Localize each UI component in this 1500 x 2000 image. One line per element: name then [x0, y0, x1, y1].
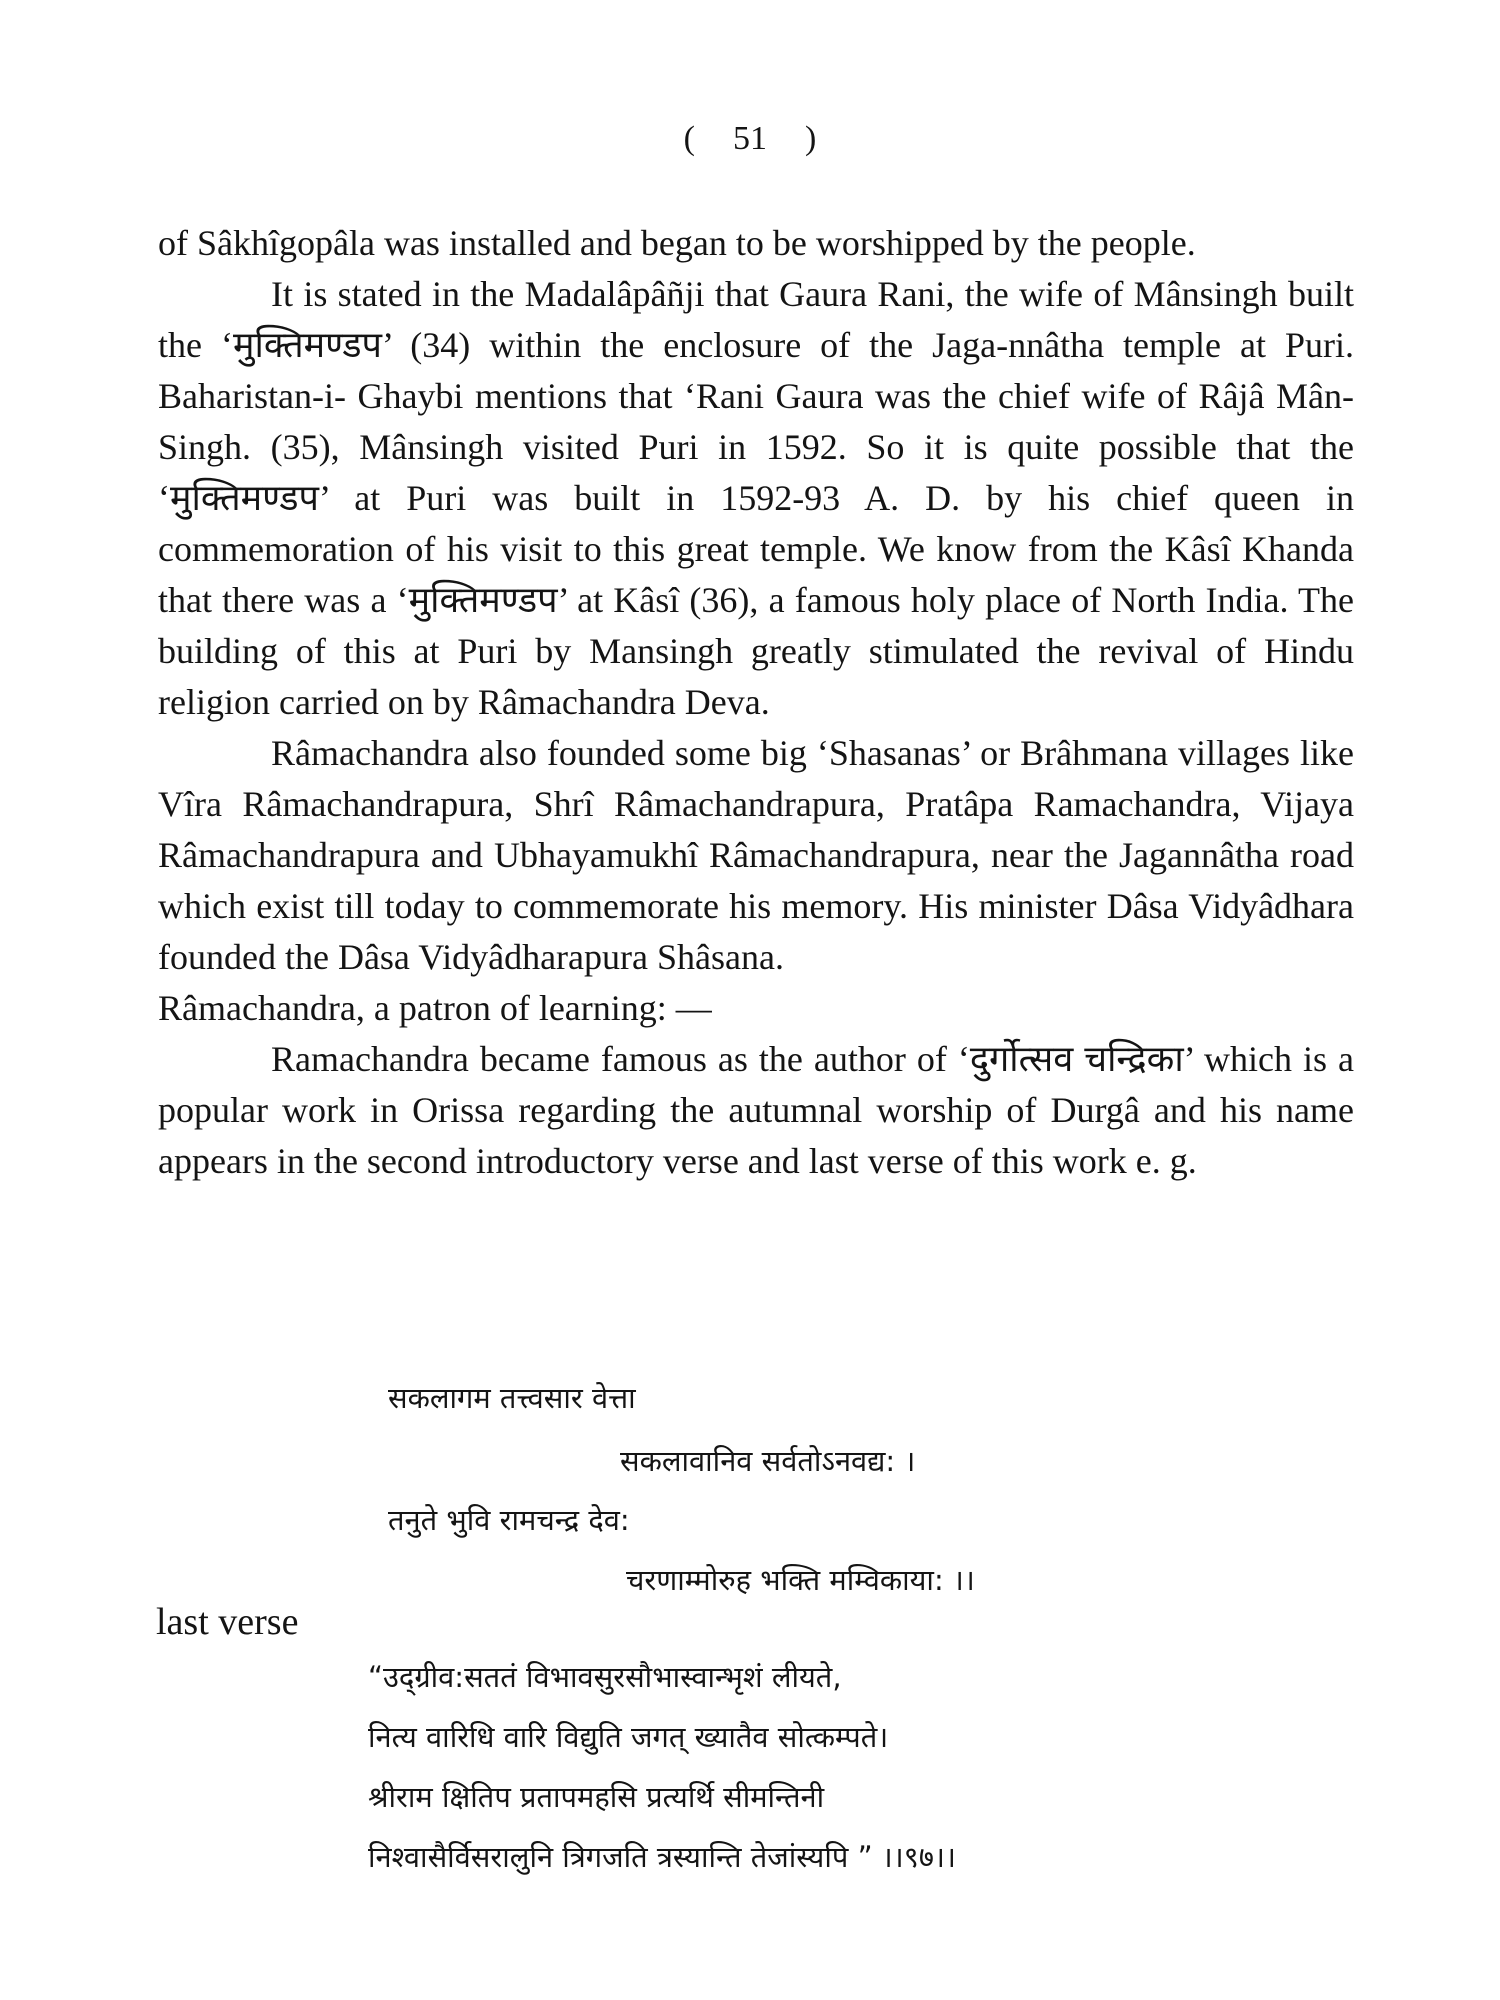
paren-close: ) [805, 120, 817, 157]
paren-open: ( [683, 120, 695, 157]
page-number: 51 [733, 120, 767, 157]
verse2-line1: “उद्ग्रीव:सततं विभावसुरसौभास्वान्भृशं लीयते, [368, 1660, 842, 1694]
paragraph-durgotsava: Ramachandra became famous as the author of ‘दुर्गोत्सव चन्द्रिका’ which is a popular work in Orissa regarding the autumnal worship of Durgâ and his name appears in the second introductory verse and last verse of this work e. g. [158, 1039, 1354, 1181]
verse1-line4: चरणाम्मोरुह भक्ति मम्विकाया: ।। [626, 1563, 975, 1597]
paragraph-muktimandapa: It is stated in the Madalâpâñji that Gaura Rani, the wife of Mânsingh built the ‘मुक्तिमण्डप’ (34) within the enclosure of the Jaga-nnâtha temple at Puri. Baharistan-i- Ghaybi mentions that ‘Rani Gaura was the chief wife of Râjâ Mân-Singh. (35), Mânsingh visited Puri in 1592. So it is quite possible that the ‘मुक्तिमण्डप’ at Puri was built in 1592-93 A. D. by his chief queen in commemoration of his visit to this great temple. We know from the Kâsî Khanda that there was a ‘मुक्तिमण्डप’ at Kâsî (36), a famous holy place of North India. The building of this at Puri by Mansingh greatly stimulated the revival of Hindu religion carried on by Râmachandra Deva. [158, 274, 1354, 722]
verse1-line1: सकलागम तत्त्वसार वेत्ता [388, 1381, 636, 1415]
section-heading: Râmachandra, a patron of learning: — [158, 988, 712, 1028]
verse2-line2: नित्य वारिधि वारि विद्युति जगत् ख्यातैव सोत्कम्पते। [368, 1720, 889, 1754]
verse2-line4: निश्वासैर्विसरालुनि त्रिगजति त्रस्यान्ति तेजांस्यपि ” ।।९७।। [368, 1840, 956, 1874]
paragraph-shasanas: Râmachandra also founded some big ‘Shasanas’ or Brâhmana villages like Vîra Râmachandrapura, Shrî Râmachandrapura, Pratâpa Ramachandra, Vijaya Râmachandrapura and Ubhayamukhî Râmachandrapura, near the Jagannâtha road which exist till today to commemorate his memory. His minister Dâsa Vidyâdhara founded the Dâsa Vidyâdharapura Shâsana. [158, 733, 1354, 977]
verse2-line3: श्रीराम क्षितिप प्रतापमहसि प्रत्यर्थि सीमन्तिनी [368, 1780, 825, 1814]
page-number-header [0, 120, 1500, 158]
main-text [158, 218, 1354, 1187]
last-verse-label: last verse [156, 1601, 299, 1643]
paragraph-continuation: of Sâkhîgopâla was installed and began to be worshipped by the people. [158, 223, 1196, 263]
verse1-line2: सकलावानिव सर्वतोऽनवद्य: । [620, 1444, 916, 1478]
verse1-line3: तनुते भुवि रामचन्द्र देव: [388, 1503, 630, 1537]
